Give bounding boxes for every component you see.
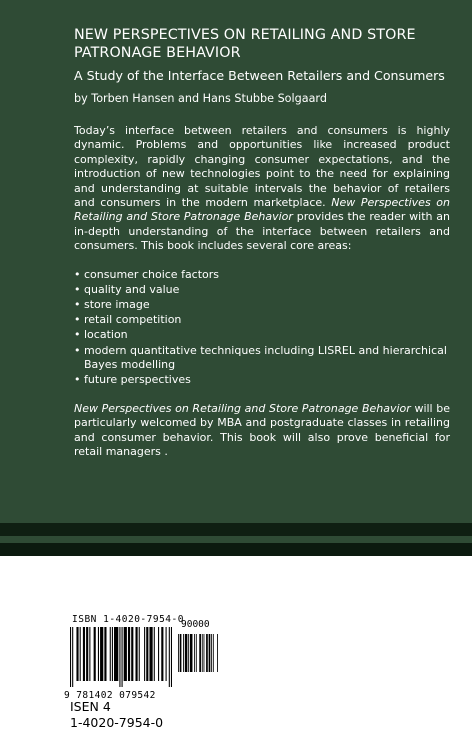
barcode-bar [131,627,133,681]
cover-stripe-black [0,543,472,556]
barcode-bar [217,634,218,672]
barcode-bar [98,627,99,681]
list-item: • future perspectives [74,373,450,387]
barcode-bar [149,627,152,681]
barcode-bar [72,627,73,687]
barcode-bar [158,627,159,681]
barcode-bar [83,627,85,681]
barcode-bar [112,627,113,681]
ean-barcode [70,627,172,687]
barcode-bar [70,627,71,687]
barcode-bar [169,627,170,687]
book-title [74,27,454,62]
barcode-bar [188,634,189,672]
ean-digits: 9 781402 079542 [64,690,156,701]
barcode-bar [185,634,188,672]
barcode-bar [206,634,208,672]
barcode-bar [144,627,145,681]
isbn-label: ISBN 1-4020-7954-0 [72,614,184,625]
barcode-bar [100,627,103,681]
barcode-bar [161,627,163,681]
barcode-bar [94,627,96,681]
barcode-bar [213,634,214,672]
barcode-bar [202,634,203,672]
barcode-bar [114,627,118,681]
barcode-bar [86,627,88,681]
book-description [74,124,450,473]
barcode-bar [135,627,137,681]
barcode-bar [166,627,167,681]
barcode-bar [211,634,212,672]
list-item: • modern quantitative techniques including LISREL and hierarchical Bayes modelling [74,344,450,373]
addon-barcode [178,634,218,678]
description-paragraph-2 [74,402,450,460]
barcode-bar [190,634,193,672]
list-item: • retail competition [74,313,450,327]
price-addon-digits: 90000 [181,619,210,630]
barcode-bar [204,634,205,672]
description-title-italic-2: New Perspectives on Retailing and Store Patronage Behavior [74,401,411,415]
description-paragraph-1 [74,124,450,254]
description-title-italic-1: New Perspectives on Retailing and Store Patronage Behavior [74,196,450,224]
barcode-bar [80,627,81,681]
barcode-bar [194,634,195,672]
description-text-1b: provides the reader with an in-depth understanding of the interface between retailers and consumers. This book includes several core areas: [74,210,450,253]
barcode-bar [110,627,111,681]
isbn-line-1: ISEN 4 [70,699,111,714]
list-item: • consumer choice factors [74,268,450,282]
barcode-bar [104,627,106,681]
barcode-bar [178,634,179,672]
isbn-line-2: 1-4020-7954-0 [70,715,164,730]
description-text-1a: Today’s interface between retailers and consumers is highly dynamic. Problems and opportunities like increased product complexity, rapidly changing consumer expectations, and the introduction of new technologies point to the need for explaining and understanding at suitable intervals the behavior of retailers and consumers in the modern marketplace. [74,124,450,210]
core-areas-list [74,268,450,388]
book-subtitle: A Study of the Interface Between Retailers and Consumers [74,68,445,83]
barcode-bar [154,627,155,681]
book-title-line-1: NEW PERSPECTIVES ON RETAILING AND STORE [74,27,416,43]
cover-stripe-dark [0,523,472,536]
barcode-bar [199,634,201,672]
barcode-bar [119,627,120,687]
barcode-bar [171,627,172,687]
barcode-bar [122,627,123,687]
barcode-bar [196,634,197,672]
barcode-bar [76,627,78,681]
barcode-bar [183,634,184,672]
book-title-line-2: PATRONAGE BEHAVIOR [74,44,241,61]
list-item: • location [74,328,450,342]
list-item: • store image [74,298,450,312]
list-item: • quality and value [74,283,450,297]
barcode-bar [124,627,127,681]
barcode-bar [180,634,182,672]
description-text-2b: will be particularly welcomed by MBA and postgraduate classes in retailing and consumer behavior. This book will also prove beneficial for retail managers . [74,401,450,458]
barcode-bar [89,627,90,681]
barcode-bar [139,627,140,681]
barcode-bar [128,627,130,681]
cover-stripe-green [0,536,472,543]
barcode-bar [146,627,148,681]
book-authors: by Torben Hansen and Hans Stubbe Solgaard [74,92,327,105]
barcode-block [64,614,220,701]
barcode-bar [209,634,211,672]
